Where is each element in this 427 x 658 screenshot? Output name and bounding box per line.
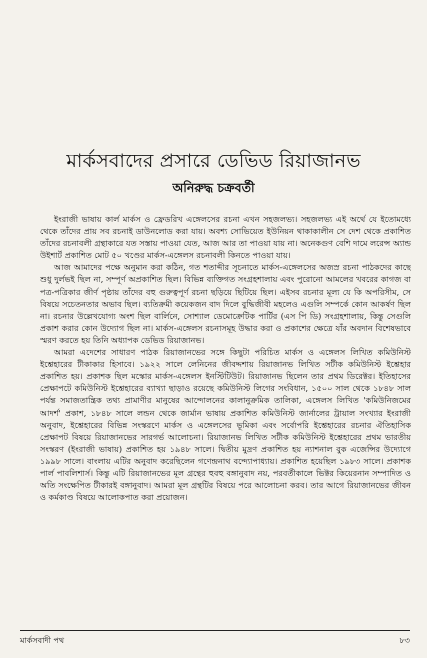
page-number: ৮৩ <box>399 636 410 645</box>
page-footer <box>20 630 410 648</box>
paragraph: ইংরাজী ভাষায় কার্ল মার্কস ও ফ্রেডরিখ এঙ্গেলসের রচনা এখন সহজলভ্য। সহজলভ্য এই অর্থে যে ইতোমধ্যে থেকে তাঁদের প্রায় সব রচনাই ডাউনলোড করা যায়। অবশ্য সোভিয়েত ইউনিয়ন থাকাকালীন সে দেশ থেকে প্রকাশিত তাঁদের রচনাবলী গ্রন্থাকারে যত সস্তায় পাওয়া যেত, আজ আর তা পাওয়া যায় না। অনেকগুণ বেশি দামে লরেন্স অ্যান্ড উইশার্ট প্রকাশিত মোট ৫০ খণ্ডের মার্কস-এঙ্গেলস রচনাবলী কিনতে পাওয়া যায়। <box>40 214 411 261</box>
article-author: অনিরুদ্ধ চক্রবর্তী <box>172 180 255 195</box>
article-title: মার্কসবাদের প্রসারে ডেভিড রিয়াজানভ <box>66 150 361 172</box>
paragraph: আজ আমাদের পক্ষে অনুমান করা কঠিন, গত শতাব্দীর সূচনাতে মার্কস-এঙ্গেলসের অজস্র রচনা পাঠকদের কাছে শুধু দুর্লভই ছিল না, সম্পূর্ণ অপ্রকাশিত ছিল। বিভিন্ন ব্যক্তিগত সংগ্রহশালায় এবং পুরোনো আমলের খবরের কাগজ বা পত্র-পত্রিকার জীর্ণ পৃষ্ঠায় তাঁদের বহু গুরুত্বপূর্ণ রচনা ছড়িয়ে ছিটিয়ে ছিল। এইসব রচনার মূল্য যে কি অপরিসীম, সে বিষয়ে সচেতনতার অভাব ছিল। ব্যতিক্রমী কয়েকজন বাদ দিলে বুদ্ধিজীবী মহলেও এগুলি সম্পর্কে কোন আকর্ষণ ছিল না। রচনার উল্লেখযোগ্য অংশ ছিল বার্লিনে, সোশ্যাল ডেমোক্রেটিক পার্টির (এস পি ডি) সংগ্রহশালায়, কিন্তু সেগুলি প্রকাশ করার কোন উদ্যোগ ছিল না। মার্কস-এঙ্গেলস রচনাসমূহ উদ্ধার করা ও প্রকাশের ক্ষেত্রে যাঁর অবদান বিশেষভাবে স্মরণ করতে হয় তিনি অধ্যাপক ডেভিড রিয়াজানভ। <box>40 262 411 345</box>
journal-name: মার্কসবাদী পথ <box>20 636 65 645</box>
paragraph: আমরা এদেশের সাধারণ পাঠক রিয়াজানভের সঙ্গে কিছুটা পরিচিত মার্কস ও এঙ্গেলস লিখিত কমিউনিস্ট ইশ্তেহারের টীকাকার হিসাবে। ১৯২২ সালে লেনিনের জীবদ্দশায় রিয়াজানভ লিখিত সটীক কমিউনিস্ট ইশ্তেহার প্রকাশিত হয়। প্রকাশক ছিল মস্কোর মার্কস-এঙ্গেলস ইনস্টিটিউট। রিয়াজানভ ছিলেন তার প্রথম ডিরেক্টর। ইতিহাসের প্রেক্ষাপটে কমিউনিস্ট ইশ্তেহারের ব্যাখ্যা ছাড়াও রয়েছে কমিউনিস্ট লিগের সংবিধান, ১৫০০ সাল থেকে ১৮৪৮ সাল পর্যন্ত সমাজতান্ত্রিক তথ্য প্রামাণীর মানুষের আন্দোলনের কালানুক্রমিক তালিকা, এঙ্গেলস লিখিত 'কমিউনিজমের আদর্শ' প্রকাশ, ১৮৪৮ সালে লন্ডন থেকে জার্মান ভাষায় প্রকাশিত কমিউনিস্ট জার্নালের ট্রায়াল সংখ্যার ইংরাজী অনুবাদ, ইশ্তেহারের বিভিন্ন সংস্করণে মার্কস ও এঙ্গেলসের ভূমিকা এবং সর্বোপরি ইশ্তেহারের রচনার ঐতিহাসিক প্রেক্ষাপট বিষয়ে রিয়াজানভের সারগর্ভ আলোচনা। রিয়াজানভ লিখিত সটীক কমিউনিস্ট ইশ্তেহারের প্রথম ভারতীয় সংস্করণ (ইংরাজী ভাষায়) প্রকাশিত হয় ১৯৪৮ সালে। দ্বিতীয় মুদ্রণ প্রকাশিত হয় ন্যাশনাল বুক এজেন্সির উদ্যোগে ১৯৯৮ সালে। বাংলায় এটির অনুবাদ করেছিলেন গণেন্দ্রনাথ বন্দ্যোপাধ্যায়। প্রকাশিত হয়েছিল ১৯৮৩ সালে। প্রকাশক পার্ল পাবলিশার্স। কিন্তু এটি রিয়াজানভের মূল গ্রন্থের হুবহু বঙ্গানুবাদ নয়, পরবর্তীকালে ভিক্টর কিয়েরনান সম্পাদিত ও অতি সংক্ষেপিত টীকারই বঙ্গানুবাদ। আমরা মূল গ্রন্থটির বিষয়ে পরে আলোচনা করব। তার আগে রিয়াজানভের জীবন ও কর্মকাণ্ড বিষয়ে আলোকপাত করা প্রয়োজন। <box>40 347 411 503</box>
article-body <box>40 213 411 618</box>
